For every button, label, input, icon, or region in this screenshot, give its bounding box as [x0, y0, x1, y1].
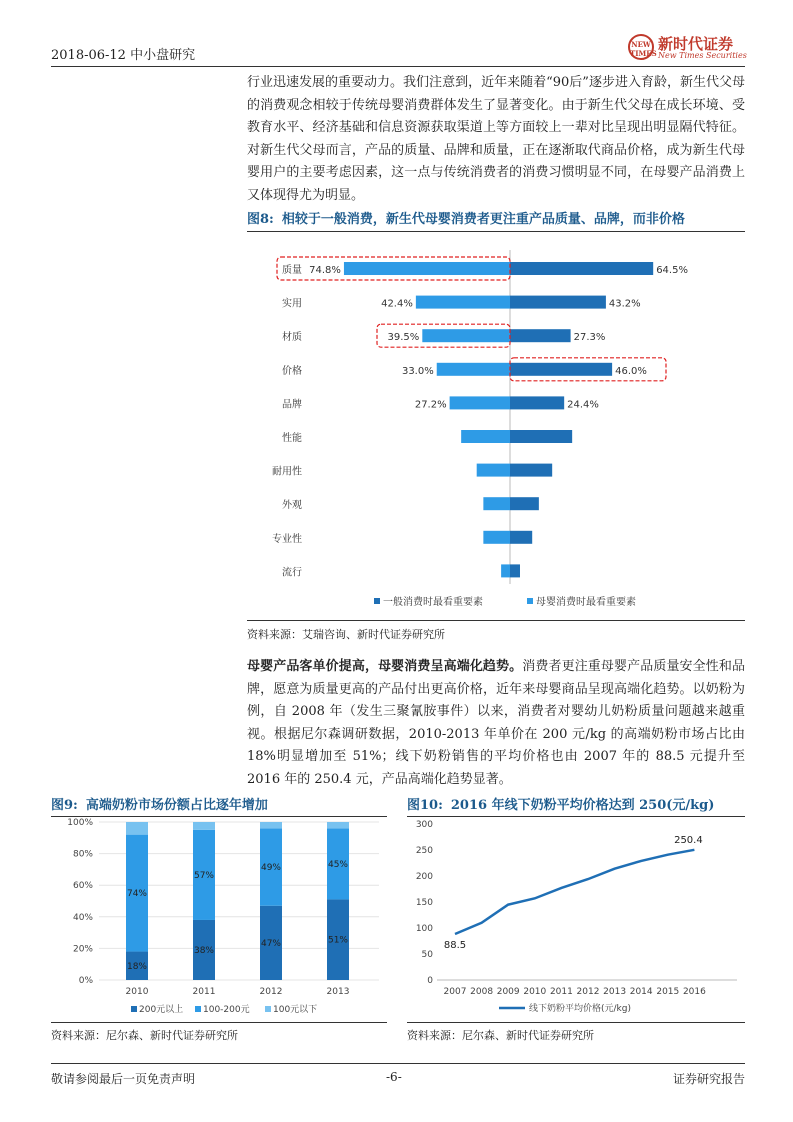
fig10-source: 资料来源：尼尔森、新时代证券研究所	[407, 1029, 594, 1042]
fig8-category-label: 实用	[282, 298, 302, 310]
fig8-category-label: 外观	[282, 500, 302, 512]
fig8-bar-baby	[437, 363, 510, 376]
footer-disclaimer: 敬请参阅最后一页免责声明	[51, 1072, 196, 1086]
fig10-legend-label: 线下奶粉平均价格(元/kg)	[529, 1004, 631, 1014]
fig9-xtick: 2012	[259, 987, 283, 997]
fig8-category-label: 专业性	[272, 533, 302, 545]
fig10-last-label: 250.4	[674, 834, 703, 846]
fig9-segment-label: 49%	[260, 863, 282, 874]
fig9-title	[51, 794, 387, 817]
fig9-xtick: 2010	[125, 987, 149, 997]
fig9-number: 图9:	[51, 798, 78, 813]
fig10-xtick: 2012	[576, 987, 600, 997]
fig8-category-label: 价格	[282, 365, 302, 377]
fig8-bar-general	[510, 564, 520, 577]
fig8-bar-general	[510, 396, 564, 409]
fig9-bar-segment	[193, 822, 215, 830]
fig9-segment-label: 74%	[126, 889, 148, 900]
fig10-xtick: 2010	[523, 987, 547, 997]
fig10-xtick: 2015	[656, 987, 680, 997]
fig10-xtick: 2007	[443, 987, 467, 997]
fig9-legend-swatch	[195, 1006, 201, 1012]
logo-en: New Times Securities	[658, 51, 747, 60]
fig8-bar-general	[510, 363, 612, 376]
fig10-ytick: 50	[421, 950, 433, 960]
fig9-ytick: 40%	[72, 912, 93, 923]
fig8-number: 图8:	[247, 212, 274, 227]
fig8-bar-general	[510, 430, 572, 443]
fig8-bar-baby-label: 42.4%	[381, 298, 413, 310]
fig8-bar-baby	[416, 296, 510, 309]
paragraph-2-lead: 母婴产品客单价提高，母婴消费呈高端化趋势。	[247, 659, 523, 674]
fig10-ytick: 100	[415, 924, 433, 934]
fig9-bar-segment	[260, 822, 282, 828]
fig9-legend-label: 100元以下	[273, 1005, 318, 1015]
fig9-ytick: 60%	[72, 881, 93, 892]
fig9-bar-segment	[126, 822, 148, 835]
fig8-bar-general	[510, 296, 606, 309]
fig10-xtick: 2011	[549, 987, 573, 997]
fig8-category-label: 质量	[282, 265, 302, 276]
fig8-chart	[247, 238, 745, 618]
header-divider	[51, 66, 745, 67]
fig9-segment-label: 18%	[126, 961, 148, 972]
fig9-ytick: 100%	[67, 818, 93, 828]
fig8-category-label: 品牌	[282, 399, 302, 411]
fig8-bar-general	[510, 497, 539, 510]
fig8-bar-baby	[483, 531, 510, 544]
fig8-category-label: 流行	[282, 567, 302, 579]
fig10-ytick: 300	[415, 820, 433, 830]
logo-cn: 新时代证券	[658, 35, 734, 53]
fig9-segment-label: 45%	[327, 859, 349, 870]
fig10-ytick: 200	[415, 872, 433, 882]
fig8-category-label: 材质	[282, 332, 302, 344]
fig8-bar-general-label: 24.4%	[567, 399, 599, 411]
fig9-segment-label: 51%	[327, 935, 349, 946]
fig8-title	[247, 208, 745, 232]
fig9-chart	[51, 816, 387, 1020]
fig8-bar-baby	[450, 396, 510, 409]
fig8-bar-general	[510, 329, 571, 342]
fig9-source-divider	[51, 1022, 387, 1023]
fig10-series-line	[455, 850, 694, 934]
footer-report-type: 证券研究报告	[672, 1072, 745, 1086]
logo-mark: NEW TIMES	[628, 34, 654, 60]
fig10-xtick: 2016	[682, 987, 706, 997]
fig9-ytick: 0%	[78, 976, 93, 986]
fig10-xtick: 2014	[629, 987, 653, 997]
fig10-first-label: 88.5	[443, 939, 467, 951]
fig9-xtick: 2013	[326, 987, 350, 997]
fig10-xtick: 2013	[603, 987, 627, 997]
fig8-category-label: 耐用性	[272, 466, 302, 478]
fig8-bar-baby	[344, 262, 510, 275]
fig10-number: 图10:	[407, 798, 443, 813]
fig9-ytick: 20%	[72, 944, 93, 955]
fig10-title	[407, 794, 745, 817]
fig8-legend-baby-swatch	[527, 598, 533, 604]
fig8-bar-baby	[501, 564, 510, 577]
fig9-legend-swatch	[265, 1006, 271, 1012]
fig10-ytick: 250	[415, 846, 433, 856]
fig8-bar-baby-label: 27.2%	[414, 399, 447, 411]
fig8-bar-general	[510, 531, 532, 544]
fig9-title-text: 高端奶粉市场份额占比逐年增加	[85, 798, 268, 813]
fig9-segment-label: 47%	[260, 938, 282, 949]
fig8-bar-baby	[461, 430, 510, 443]
page-number: -6-	[386, 1070, 402, 1084]
fig8-legend-baby: 母婴消费时最看重要素	[536, 597, 636, 608]
fig8-bar-baby	[483, 497, 510, 510]
fig10-ytick: 0	[427, 976, 433, 986]
fig10-chart	[407, 816, 745, 1020]
fig8-source: 资料来源：艾瑞咨询、新时代证券研究所	[247, 628, 445, 641]
fig9-legend-label: 200元以上	[139, 1005, 184, 1015]
fig8-bar-baby-label: 74.8%	[309, 265, 341, 276]
fig9-bar-segment	[327, 822, 349, 828]
fig10-source-divider	[407, 1022, 745, 1023]
fig8-legend-general: 一般消费时最看重要素	[383, 597, 483, 608]
fig8-bar-baby	[477, 464, 510, 477]
header-date-section: 2018-06-12 中小盘研究	[51, 48, 196, 63]
fig8-source-divider	[247, 620, 745, 621]
footer-divider	[51, 1063, 745, 1064]
fig9-segment-label: 38%	[193, 945, 215, 956]
fig10-ytick: 150	[415, 898, 433, 908]
fig8-title-text: 相较于一般消费，新生代母婴消费者更注重产品质量、品牌，而非价格	[281, 212, 685, 227]
fig8-category-label: 性能	[282, 433, 302, 444]
fig8-bar-baby-label: 33.0%	[401, 365, 434, 377]
fig10-xtick: 2008	[470, 987, 494, 997]
fig9-ytick: 80%	[72, 849, 93, 860]
paragraph-2-body: 消费者更注重母婴产品质量安全性和品牌，愿意为质量更高的产品付出更高价格，近年来母婴商品呈现高端化趋势。以奶粉为例，自 2008 年（发生三聚氰胺事件）以来，消费者对婴幼儿奶粉质量问题越来越重视。根据尼尔森调研数据，2010-2013 年单价在 200 元/kg 的高端奶粉市场占比由 18%明显增加至 51%；线下奶粉销售的平均价格也由 2007 年的 88.5 元提升至 2016 年的 250.4 元，产品高端化趋势显著。	[247, 659, 745, 787]
fig9-segment-label: 57%	[193, 870, 215, 881]
fig9-xtick: 2011	[192, 987, 216, 997]
fig8-bar-general-label: 43.2%	[608, 298, 641, 310]
fig9-legend-swatch	[131, 1006, 137, 1012]
fig9-legend-label: 100-200元	[203, 1005, 250, 1015]
fig8-bar-general	[510, 262, 653, 275]
fig8-bar-baby-label: 39.5%	[387, 332, 420, 344]
fig10-title-text: 2016 年线下奶粉平均价格达到 250(元/kg)	[450, 798, 715, 813]
fig8-bar-general	[510, 464, 552, 477]
fig8-bar-general-label: 46.0%	[615, 365, 647, 377]
fig8-legend-general-swatch	[374, 598, 380, 604]
paragraph-2	[247, 656, 745, 791]
fig10-xtick: 2009	[496, 987, 520, 997]
fig9-source: 资料来源：尼尔森、新时代证券研究所	[51, 1029, 238, 1042]
fig8-bar-general-label: 64.5%	[656, 265, 688, 276]
fig8-bar-general-label: 27.3%	[573, 332, 606, 344]
paragraph-1: 行业迅速发展的重要动力。我们注意到，近年来随着“90后”逐步进入育龄，新生代父母的消费观念相较于传统母婴消费群体发生了显著变化。由于新生代父母在成长环境、受教育水平、经济基础和信息资源获取渠道上等方面较上一辈对比呈现出明显隔代特征。对新生代父母而言，产品的质量、品牌和质量，正在逐渐取代商品价格，成为新生代母婴用户的主要考虑因素，这一点与传统消费者的消费习惯明显不同，在母婴产品消费上又体现得尤为明显。	[247, 75, 745, 203]
fig8-bar-baby	[422, 329, 510, 342]
